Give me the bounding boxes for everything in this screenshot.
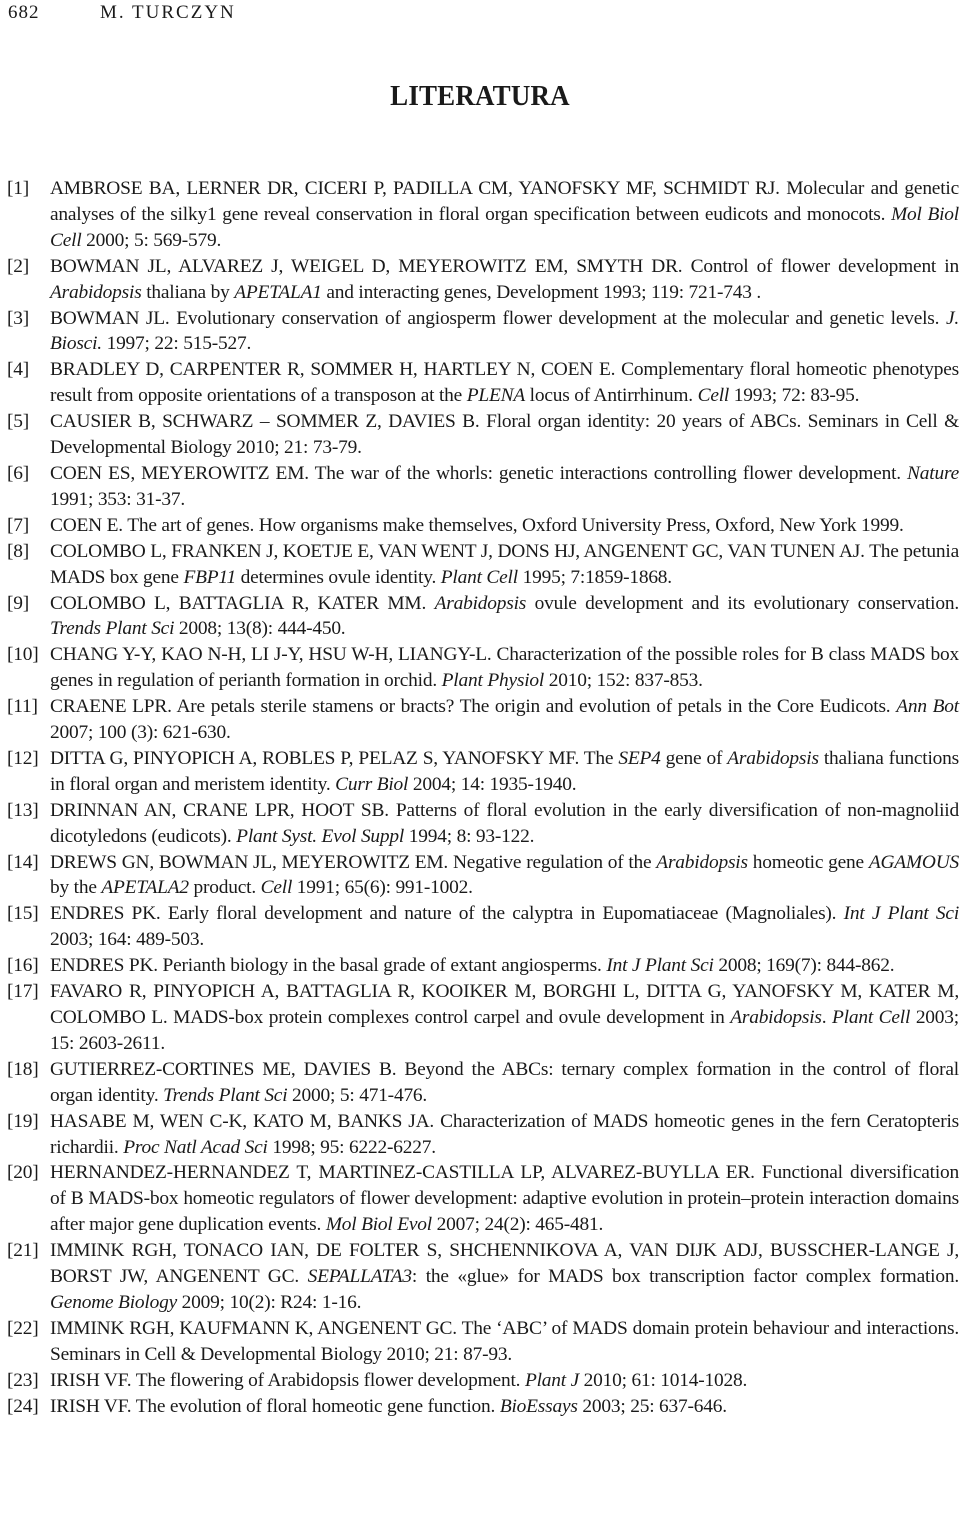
reference-segment: 1991; 353: 31-37. xyxy=(50,488,186,510)
reference-text xyxy=(50,306,959,358)
reference-italic-segment: Nature xyxy=(907,462,959,484)
reference-segment: 1995; 7:1859-1868. xyxy=(517,566,672,588)
section-title: LITERATURA xyxy=(390,80,570,112)
reference-text xyxy=(50,694,959,746)
reference-number: [23] xyxy=(7,1369,39,1391)
reference-segment: thaliana functions in floral organ and meristem identity. xyxy=(50,747,959,795)
reference-segment: HERNANDEZ-HERNANDEZ T, MARTINEZ-CASTILLA LP, ALVAREZ-BUYLLA ER. Functional diversification of B MADS-box homeotic regulators of flower development: adaptive evolution in protein–protein interaction domains after major gene duplication events. xyxy=(50,1162,959,1236)
reference-item xyxy=(7,798,959,850)
reference-text xyxy=(50,1109,959,1161)
reference-item xyxy=(7,1316,959,1368)
reference-italic-segment: Arabidopsis xyxy=(730,1007,822,1028)
reference-text xyxy=(50,1316,959,1368)
reference-segment: homeotic gene xyxy=(747,851,869,873)
reference-item xyxy=(7,254,959,306)
reference-item xyxy=(7,591,959,643)
reference-italic-segment: Mol Biol Cell xyxy=(50,203,959,251)
reference-item xyxy=(7,461,959,513)
reference-text xyxy=(50,953,959,979)
reference-segment: HASABE M, WEN C-K, KATO M, BANKS JA. Characterization of MADS homeotic genes in the fern Ceratopteris richardii. xyxy=(50,1110,959,1158)
reference-number: [19] xyxy=(7,1110,39,1132)
reference-segment: locus of Antirrhinum. xyxy=(524,385,698,407)
reference-italic-segment: Trends Plant Sci xyxy=(50,618,175,640)
reference-item xyxy=(7,1160,959,1238)
reference-segment: DREWS GN, BOWMAN JL, MEYEROWITZ EM. Negative regulation of the xyxy=(50,851,657,873)
reference-italic-segment: APETALA1 xyxy=(234,281,322,303)
reference-italic-segment: Ann Bot xyxy=(896,696,959,718)
running-head xyxy=(8,2,236,26)
reference-segment: COLOMBO L, BATTAGLIA R, KATER MM. xyxy=(50,592,435,614)
reference-segment: 2003; 15: 2603-2611. xyxy=(50,1007,959,1054)
reference-italic-segment: J. Biosci. xyxy=(50,307,959,355)
reference-italic-segment: Plant Cell xyxy=(440,566,518,588)
reference-item xyxy=(7,1368,959,1394)
reference-italic-segment: Mol Biol Evol xyxy=(325,1214,432,1236)
reference-text xyxy=(50,1238,959,1316)
reference-segment: IRISH VF. The evolution of floral homeotic gene function. xyxy=(50,1395,500,1417)
reference-segment: 1991; 65(6): 991-1002. xyxy=(292,877,473,899)
reference-segment: ENDRES PK. Early floral development and nature of the calyptra in Eupomatiaceae (Magnoliales). xyxy=(50,903,844,925)
reference-segment: 2009; 10(2): R24: 1-16. xyxy=(176,1291,362,1313)
reference-text xyxy=(50,409,959,461)
reference-item xyxy=(7,953,959,979)
reference-segment: ENDRES PK. Perianth biology in the basal grade of extant angiosperms. xyxy=(50,955,607,977)
reference-text xyxy=(50,850,959,902)
reference-segment: IMMINK RGH, TONACO IAN, DE FOLTER S, SHCHENNIKOVA A, VAN DIJK ADJ, BUSSCHER-LANGE J, BORST JW, ANGENENT GC. xyxy=(50,1240,959,1288)
reference-italic-segment: Arabidopsis xyxy=(50,281,142,303)
reference-list xyxy=(7,176,959,1420)
reference-number: [5] xyxy=(7,411,30,433)
reference-italic-segment: Cell xyxy=(697,385,730,407)
reference-number: [6] xyxy=(7,462,30,484)
reference-italic-segment: Plant Syst. Evol Suppl xyxy=(236,825,405,847)
reference-segment: COLOMBO L, FRANKEN J, KOETJE E, VAN WENT J, DONS HJ, ANGENENT GC, VAN TUNEN AJ. The petunia MADS box gene xyxy=(50,540,959,588)
reference-italic-segment: APETALA2 xyxy=(101,877,189,899)
reference-italic-segment: PLENA xyxy=(466,385,525,407)
reference-number: [22] xyxy=(7,1317,39,1339)
reference-item xyxy=(7,1109,959,1161)
reference-item xyxy=(7,642,959,694)
reference-segment: 2007; 100 (3): 621-630. xyxy=(50,722,231,744)
reference-segment: BOWMAN JL, ALVAREZ J, WEIGEL D, MEYEROWITZ EM, SMYTH DR. Control of flower development in xyxy=(50,255,959,277)
reference-item xyxy=(7,176,959,254)
reference-number: [2] xyxy=(7,255,30,277)
reference-segment: BRADLEY D, CARPENTER R, SOMMER H, HARTLEY N, COEN E. Complementary floral homeotic phenotypes result from opposite orientations of a transposon at the xyxy=(50,359,959,407)
reference-segment: 2010; 61: 1014-1028. xyxy=(579,1369,748,1391)
reference-number: [15] xyxy=(7,903,39,925)
reference-segment: COEN ES, MEYEROWITZ EM. The war of the whorls: genetic interactions controlling flower development. xyxy=(50,462,908,484)
reference-number: [18] xyxy=(7,1058,39,1080)
reference-number: [12] xyxy=(7,747,39,769)
reference-italic-segment: Plant Cell xyxy=(832,1007,911,1028)
reference-item xyxy=(7,306,959,358)
reference-italic-segment: Plant Physiol xyxy=(441,670,545,692)
running-head-author: M. TURCZYN xyxy=(100,2,236,23)
reference-segment: AMBROSE BA, LERNER DR, CICERI P, PADILLA CM, YANOFSKY MF, SCHMIDT RJ. Molecular and genetic analyses of the silky1 gene reveal conservation in floral organ specification between eudicots and monocots. xyxy=(50,178,959,225)
reference-segment: 2003; 164: 489-503. xyxy=(50,929,205,951)
reference-item xyxy=(7,746,959,798)
reference-text xyxy=(50,461,959,513)
reference-segment: 2003; 25: 637-646. xyxy=(577,1395,727,1417)
page-number: 682 xyxy=(8,2,40,23)
reference-segment: and interacting genes, Development 1993; 119: 721-743 . xyxy=(321,281,762,303)
reference-segment: 2010; 152: 837-853. xyxy=(544,670,703,692)
reference-number: [21] xyxy=(7,1240,39,1262)
reference-segment: thaliana by xyxy=(141,281,235,303)
reference-italic-segment: Proc Natl Acad Sci xyxy=(123,1136,268,1158)
reference-italic-segment: SEPALLATA3 xyxy=(307,1266,412,1288)
reference-number: [4] xyxy=(7,359,30,381)
reference-segment: 2000; 5: 569-579. xyxy=(81,229,222,251)
reference-number: [1] xyxy=(7,178,30,199)
reference-text xyxy=(50,254,959,306)
reference-item xyxy=(7,513,959,539)
reference-text xyxy=(50,357,959,409)
reference-number: [24] xyxy=(7,1395,39,1417)
reference-text xyxy=(50,591,959,643)
reference-item xyxy=(7,539,959,591)
reference-segment: 2004; 14: 1935-1940. xyxy=(408,773,577,795)
reference-segment: 2008; 13(8): 444-450. xyxy=(174,618,346,640)
reference-number: [10] xyxy=(7,644,39,666)
reference-italic-segment: Arabidopsis xyxy=(434,592,527,614)
reference-italic-segment: Int J Plant Sci xyxy=(843,903,960,925)
reference-segment: BOWMAN JL. Evolutionary conservation of angiosperm flower development at the molecular and genetic levels. xyxy=(50,307,946,329)
reference-number: [13] xyxy=(7,799,39,821)
reference-item xyxy=(7,1057,959,1109)
reference-segment: COEN E. The art of genes. How organisms make themselves, Oxford University Press, Oxford, New York 1999. xyxy=(50,514,904,536)
reference-text xyxy=(50,539,959,591)
reference-number: [20] xyxy=(7,1162,39,1184)
reference-italic-segment: Arabidopsis xyxy=(656,851,748,873)
reference-item xyxy=(7,979,959,1057)
reference-text xyxy=(50,1057,959,1109)
reference-italic-segment: BioEssays xyxy=(499,1395,578,1417)
reference-number: [16] xyxy=(7,955,39,977)
reference-segment: 1993; 72: 83-95. xyxy=(729,385,860,407)
reference-item xyxy=(7,1238,959,1316)
reference-number: [7] xyxy=(7,514,30,536)
reference-item xyxy=(7,850,959,902)
reference-segment: CRAENE LPR. Are petals sterile stamens or bracts? The origin and evolution of petals in the Core Eudicots. xyxy=(50,696,897,718)
reference-text xyxy=(50,513,959,539)
reference-text xyxy=(50,176,959,254)
reference-segment: CAUSIER B, SCHWARZ – SOMMER Z, DAVIES B. Floral organ identity: 20 years of ABCs. Seminars in Cell & Developmental Biology 2010; 21: 73-79. xyxy=(50,411,959,459)
reference-italic-segment: FBP11 xyxy=(183,566,236,588)
reference-number: [17] xyxy=(7,981,39,1003)
reference-italic-segment: Int J Plant Sci xyxy=(606,955,714,977)
reference-italic-segment: Curr Biol xyxy=(335,773,409,795)
reference-segment: CHANG Y-Y, KAO N-H, LI J-Y, HSU W-H, LIANGY-L. Characterization of the possible roles for B class MADS box genes in regulation of perianth formation in orchid. xyxy=(50,644,959,692)
reference-segment: FAVARO R, PINYOPICH A, BATTAGLIA R, KOOIKER M, BORGHI L, DITTA G, YANOFSKY M, KATER M, COLOMBO L. MADS-box protein complexes control carpel and ovule development in xyxy=(50,981,959,1028)
reference-segment: . xyxy=(821,1007,833,1028)
reference-italic-segment: AGAMOUS xyxy=(868,851,959,873)
reference-text xyxy=(50,901,959,953)
reference-text xyxy=(50,1394,959,1420)
reference-segment: 1998; 95: 6222-6227. xyxy=(267,1136,436,1158)
reference-segment: by the xyxy=(50,877,102,899)
reference-segment: 2008; 169(7): 844-862. xyxy=(713,955,895,977)
reference-text xyxy=(50,642,959,694)
reference-text xyxy=(50,1160,959,1238)
reference-italic-segment: Genome Biology xyxy=(50,1291,177,1313)
reference-item xyxy=(7,1394,959,1420)
reference-segment: : the «glue» for MADS box transcription factor complex formation. xyxy=(411,1266,959,1288)
reference-item xyxy=(7,409,959,461)
reference-item xyxy=(7,694,959,746)
reference-segment: DITTA G, PINYOPICH A, ROBLES P, PELAZ S, YANOFSKY MF. The xyxy=(50,747,619,769)
reference-segment: GUTIERREZ-CORTINES ME, DAVIES B. Beyond the ABCs: ternary complex formation in the control of floral organ identity. xyxy=(50,1058,959,1106)
reference-number: [11] xyxy=(7,696,38,718)
reference-italic-segment: Plant J xyxy=(524,1369,580,1391)
reference-item xyxy=(7,901,959,953)
reference-segment: ovule development and its evolutionary conservation. xyxy=(526,592,959,614)
reference-segment: 2007; 24(2): 465-481. xyxy=(432,1214,604,1236)
reference-italic-segment: Trends Plant Sci xyxy=(163,1084,288,1106)
reference-segment: gene of xyxy=(660,747,728,769)
reference-text xyxy=(50,1368,959,1394)
reference-segment: 1997; 22: 515-527. xyxy=(101,333,252,355)
reference-italic-segment: Cell xyxy=(260,877,293,899)
reference-number: [9] xyxy=(7,592,30,614)
reference-italic-segment: Arabidopsis xyxy=(727,747,819,769)
reference-segment: product. xyxy=(188,877,261,899)
reference-text xyxy=(50,979,959,1057)
reference-number: [8] xyxy=(7,540,30,562)
reference-text xyxy=(50,798,959,850)
reference-segment: DRINNAN AN, CRANE LPR, HOOT SB. Patterns of floral evolution in the early diversification of non-magnoliid dicotyledons (eudicots). xyxy=(50,799,959,847)
reference-segment: determines ovule identity. xyxy=(235,566,441,588)
reference-number: [14] xyxy=(7,851,39,873)
reference-italic-segment: SEP4 xyxy=(618,747,661,769)
reference-item xyxy=(7,357,959,409)
reference-text xyxy=(50,746,959,798)
reference-segment: 1994; 8: 93-122. xyxy=(404,825,535,847)
reference-segment: 2000; 5: 471-476. xyxy=(287,1084,428,1106)
reference-segment: IRISH VF. The flowering of Arabidopsis flower development. xyxy=(50,1369,525,1391)
reference-number: [3] xyxy=(7,307,30,329)
reference-segment: IMMINK RGH, KAUFMANN K, ANGENENT GC. The ‘ABC’ of MADS domain protein behaviour and interactions. Seminars in Cell & Developmental Biology 2010; 21: 87-93. xyxy=(50,1317,959,1365)
